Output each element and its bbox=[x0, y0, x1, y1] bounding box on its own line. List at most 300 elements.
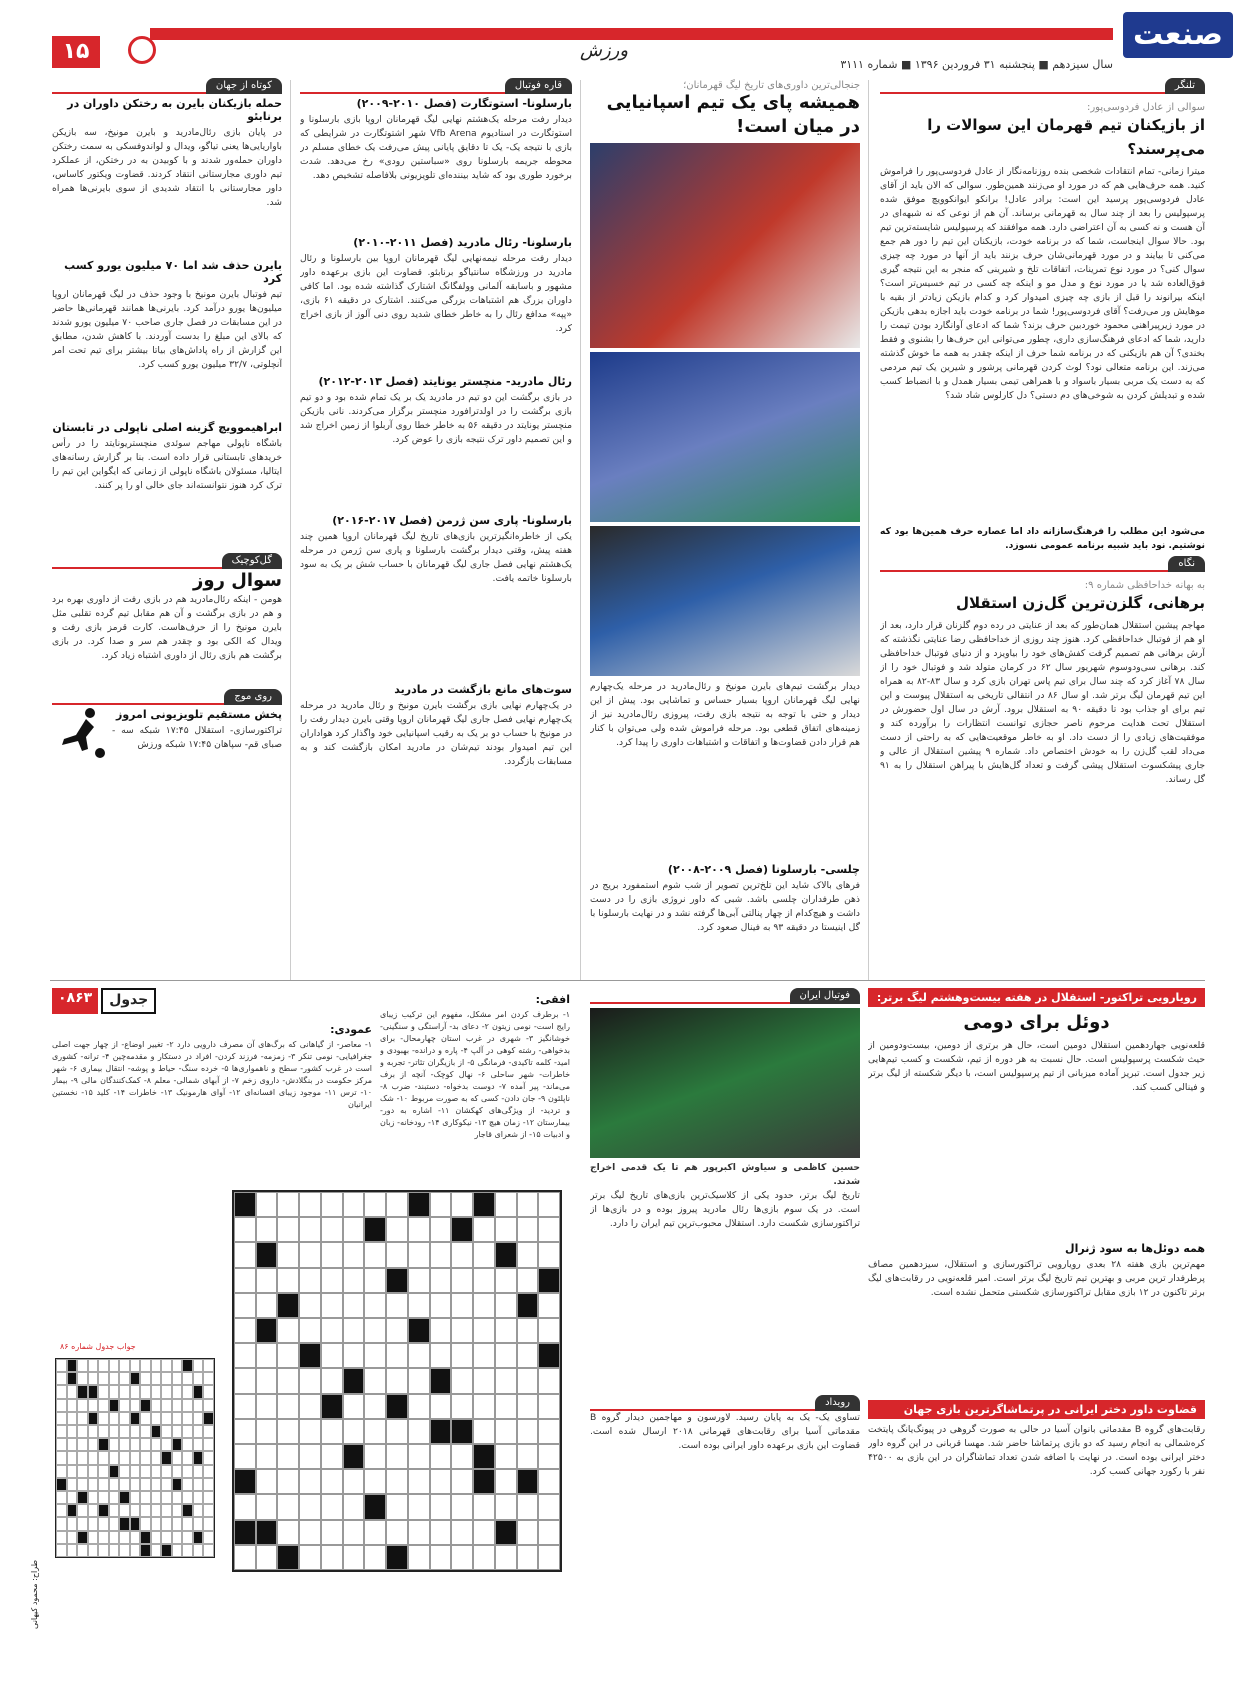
crossword-cell[interactable] bbox=[451, 1368, 473, 1393]
crossword-cell[interactable] bbox=[473, 1494, 495, 1519]
crossword-cell bbox=[193, 1491, 204, 1504]
iran-football-article bbox=[590, 988, 860, 1648]
crossword-cell[interactable] bbox=[364, 1545, 386, 1570]
crossword-cell bbox=[130, 1425, 141, 1438]
crossword-cell bbox=[517, 1469, 539, 1494]
crossword-cell[interactable] bbox=[538, 1520, 560, 1545]
crossword-cell[interactable] bbox=[299, 1394, 321, 1419]
crossword-cell bbox=[182, 1372, 193, 1385]
crossword-cell[interactable] bbox=[430, 1217, 452, 1242]
crossword-cell bbox=[98, 1531, 109, 1544]
crossword-cell[interactable] bbox=[430, 1444, 452, 1469]
crossword-cell[interactable] bbox=[473, 1368, 495, 1393]
crossword-cell[interactable] bbox=[299, 1520, 321, 1545]
crossword-cell[interactable] bbox=[277, 1394, 299, 1419]
crossword-cell[interactable] bbox=[430, 1545, 452, 1570]
crossword-cell[interactable] bbox=[430, 1293, 452, 1318]
crossword-cell[interactable] bbox=[277, 1469, 299, 1494]
crossword-cell[interactable] bbox=[495, 1293, 517, 1318]
crossword-cell bbox=[203, 1425, 214, 1438]
crossword-cell bbox=[386, 1545, 408, 1570]
crossword-cell bbox=[98, 1399, 109, 1412]
crossword-cell[interactable] bbox=[386, 1343, 408, 1368]
crossword-cell[interactable] bbox=[256, 1545, 278, 1570]
crossword-cell[interactable] bbox=[321, 1545, 343, 1570]
crossword-cell[interactable] bbox=[386, 1293, 408, 1318]
crossword-cell[interactable] bbox=[299, 1419, 321, 1444]
crossword-cell bbox=[151, 1412, 162, 1425]
crossword-cell bbox=[88, 1504, 99, 1517]
tv-schedule: تراکتورسازی- استقلال ۱۷:۴۵ شبکه سه - صبای قم- سپاهان ۱۷:۴۵ شبکه ورزش bbox=[112, 725, 282, 750]
crossword-cell[interactable] bbox=[321, 1419, 343, 1444]
article-body: قلعه‌نویی جهاردهمین استقلال دومین است، حال هر برتری از دومین، بیست‌ودومین از حیث شکست پرسپولیس است. حال نسبت به هر دوره از تیم، شکست و کسب تیم‌هایی زیر جدول است. تبریز آماده میزبانی از تیم پرسپولیس است، با دیگر شکسته از لیگ برتر و فینالی کسب کند. bbox=[868, 1040, 1205, 1093]
crossword-cell[interactable] bbox=[299, 1494, 321, 1519]
crossword-cell[interactable] bbox=[517, 1444, 539, 1469]
crossword-cell[interactable] bbox=[234, 1217, 256, 1242]
crossword-cell[interactable] bbox=[517, 1419, 539, 1444]
crossword-cell[interactable] bbox=[408, 1343, 430, 1368]
crossword-cell bbox=[172, 1517, 183, 1530]
crossword-cell[interactable] bbox=[495, 1444, 517, 1469]
crossword-cell[interactable] bbox=[517, 1343, 539, 1368]
tractor-esteghlal-article bbox=[868, 988, 1205, 1388]
crossword-cell[interactable] bbox=[451, 1494, 473, 1519]
crossword-cell[interactable] bbox=[473, 1268, 495, 1293]
crossword-cell[interactable] bbox=[451, 1242, 473, 1267]
crossword-cell[interactable] bbox=[495, 1494, 517, 1519]
crossword-cell bbox=[203, 1517, 214, 1530]
crossword-cell[interactable] bbox=[299, 1242, 321, 1267]
crossword-cell[interactable] bbox=[343, 1520, 365, 1545]
crossword-cell[interactable] bbox=[408, 1217, 430, 1242]
crossword-cell[interactable] bbox=[256, 1394, 278, 1419]
crossword-cell bbox=[88, 1412, 99, 1425]
crossword-cell[interactable] bbox=[277, 1192, 299, 1217]
crossword-cell[interactable] bbox=[473, 1545, 495, 1570]
crossword-cell[interactable] bbox=[321, 1268, 343, 1293]
crossword-cell[interactable] bbox=[256, 1217, 278, 1242]
crossword-cell[interactable] bbox=[473, 1343, 495, 1368]
crossword-cell[interactable] bbox=[256, 1494, 278, 1519]
crossword-cell[interactable] bbox=[321, 1343, 343, 1368]
crossword-cell[interactable] bbox=[234, 1268, 256, 1293]
crossword-cell[interactable] bbox=[256, 1293, 278, 1318]
crossword-cell[interactable] bbox=[256, 1192, 278, 1217]
crossword-cell[interactable] bbox=[299, 1368, 321, 1393]
crossword-cell bbox=[140, 1372, 151, 1385]
crossword-cell[interactable] bbox=[473, 1520, 495, 1545]
crossword-grid[interactable] bbox=[232, 1190, 562, 1572]
crossword-cell[interactable] bbox=[343, 1469, 365, 1494]
crossword-cell[interactable] bbox=[495, 1217, 517, 1242]
crossword-cell[interactable] bbox=[321, 1318, 343, 1343]
crossword-cell[interactable] bbox=[299, 1318, 321, 1343]
crossword-cell[interactable] bbox=[408, 1394, 430, 1419]
crossword-cell[interactable] bbox=[386, 1318, 408, 1343]
crossword-cell[interactable] bbox=[538, 1444, 560, 1469]
crossword-cell[interactable] bbox=[234, 1368, 256, 1393]
crossword-cell bbox=[56, 1359, 67, 1372]
crossword-cell[interactable] bbox=[473, 1419, 495, 1444]
crossword-cell bbox=[172, 1531, 183, 1544]
crossword-cell[interactable] bbox=[495, 1394, 517, 1419]
crossword-cell[interactable] bbox=[343, 1293, 365, 1318]
crossword-cell[interactable] bbox=[408, 1293, 430, 1318]
crossword-cell bbox=[77, 1504, 88, 1517]
crossword-cell[interactable] bbox=[256, 1419, 278, 1444]
crossword-cell[interactable] bbox=[277, 1242, 299, 1267]
crossword-cell bbox=[151, 1544, 162, 1557]
crossword-cell[interactable] bbox=[364, 1293, 386, 1318]
crossword-cell bbox=[256, 1520, 278, 1545]
crossword-cell[interactable] bbox=[321, 1242, 343, 1267]
crossword-cell bbox=[88, 1531, 99, 1544]
crossword-cell[interactable] bbox=[364, 1242, 386, 1267]
crossword-cell[interactable] bbox=[430, 1520, 452, 1545]
crossword-cell[interactable] bbox=[495, 1192, 517, 1217]
crossword-cell bbox=[203, 1412, 214, 1425]
crossword-cell[interactable] bbox=[408, 1368, 430, 1393]
crossword-cell[interactable] bbox=[234, 1293, 256, 1318]
crossword-cell[interactable] bbox=[234, 1545, 256, 1570]
main-headline[interactable]: همیشه پای یک تیم اسپانیایی در میان است! bbox=[606, 92, 860, 137]
crossword-cell bbox=[109, 1451, 120, 1464]
crossword-cell bbox=[182, 1491, 193, 1504]
crossword-cell bbox=[172, 1425, 183, 1438]
masthead bbox=[0, 0, 1253, 80]
crossword-cell[interactable] bbox=[321, 1293, 343, 1318]
crossword-cell[interactable] bbox=[256, 1469, 278, 1494]
crossword-cell bbox=[56, 1491, 67, 1504]
crossword-cell bbox=[88, 1385, 99, 1398]
crossword-cell[interactable] bbox=[408, 1469, 430, 1494]
crossword-cell[interactable] bbox=[495, 1368, 517, 1393]
crossword-cell[interactable] bbox=[321, 1444, 343, 1469]
crossword-cell[interactable] bbox=[451, 1318, 473, 1343]
crossword-cell[interactable] bbox=[430, 1318, 452, 1343]
soccer-ball-icon bbox=[128, 36, 156, 64]
crossword-cell[interactable] bbox=[451, 1343, 473, 1368]
crossword-cell bbox=[130, 1438, 141, 1451]
crossword-cell bbox=[119, 1517, 130, 1530]
crossword-cell[interactable] bbox=[277, 1368, 299, 1393]
crossword-cell[interactable] bbox=[451, 1394, 473, 1419]
crossword-cell bbox=[364, 1494, 386, 1519]
crossword-cell bbox=[98, 1451, 109, 1464]
crossword-cell bbox=[56, 1478, 67, 1491]
crossword-cell[interactable] bbox=[517, 1520, 539, 1545]
crossword-cell bbox=[151, 1491, 162, 1504]
crossword-cell[interactable] bbox=[321, 1217, 343, 1242]
photo-referee-card bbox=[590, 526, 860, 676]
crossword-cell bbox=[161, 1465, 172, 1478]
crossword-cell[interactable] bbox=[538, 1242, 560, 1267]
crossword-cell bbox=[56, 1465, 67, 1478]
crossword-cell[interactable] bbox=[430, 1268, 452, 1293]
crossword-cell[interactable] bbox=[473, 1242, 495, 1267]
crossword-cell bbox=[98, 1438, 109, 1451]
crossword-cell[interactable] bbox=[277, 1444, 299, 1469]
crossword-cell bbox=[277, 1545, 299, 1570]
crossword-cell[interactable] bbox=[451, 1268, 473, 1293]
crossword-cell[interactable] bbox=[451, 1444, 473, 1469]
crossword-cell[interactable] bbox=[517, 1217, 539, 1242]
crossword-cell[interactable] bbox=[234, 1242, 256, 1267]
crossword-cell bbox=[451, 1217, 473, 1242]
crossword-cell[interactable] bbox=[408, 1268, 430, 1293]
crossword-cell[interactable] bbox=[517, 1268, 539, 1293]
crossword-cell[interactable] bbox=[538, 1318, 560, 1343]
crossword-cell[interactable] bbox=[495, 1343, 517, 1368]
crossword-cell[interactable] bbox=[364, 1318, 386, 1343]
crossword-cell[interactable] bbox=[538, 1192, 560, 1217]
crossword-cell bbox=[140, 1451, 151, 1464]
crossword-cell[interactable] bbox=[517, 1545, 539, 1570]
crossword-cell[interactable] bbox=[343, 1217, 365, 1242]
crossword-cell[interactable] bbox=[408, 1419, 430, 1444]
crossword-cell[interactable] bbox=[299, 1293, 321, 1318]
crossword-cell[interactable] bbox=[321, 1368, 343, 1393]
crossword-cell bbox=[193, 1425, 204, 1438]
crossword-cell[interactable] bbox=[538, 1494, 560, 1519]
crossword-cell bbox=[109, 1412, 120, 1425]
crossword-cell bbox=[161, 1491, 172, 1504]
crossword-cell[interactable] bbox=[277, 1268, 299, 1293]
crossword-cell[interactable] bbox=[517, 1368, 539, 1393]
crossword-cell[interactable] bbox=[538, 1368, 560, 1393]
crossword-cell[interactable] bbox=[343, 1343, 365, 1368]
crossword-cell[interactable] bbox=[538, 1293, 560, 1318]
crossword-cell bbox=[77, 1372, 88, 1385]
crossword-cell bbox=[193, 1438, 204, 1451]
crossword-cell[interactable] bbox=[495, 1545, 517, 1570]
crossword-cell[interactable] bbox=[473, 1318, 495, 1343]
crossword-cell[interactable] bbox=[234, 1343, 256, 1368]
crossword-cell bbox=[56, 1385, 67, 1398]
crossword-cell[interactable] bbox=[408, 1545, 430, 1570]
crossword-cell bbox=[67, 1504, 78, 1517]
crossword-cell[interactable] bbox=[343, 1318, 365, 1343]
crossword-cell[interactable] bbox=[473, 1394, 495, 1419]
crossword-cell[interactable] bbox=[321, 1520, 343, 1545]
crossword-cell[interactable] bbox=[538, 1545, 560, 1570]
crossword-cell[interactable] bbox=[408, 1444, 430, 1469]
crossword-cell[interactable] bbox=[299, 1217, 321, 1242]
crossword-cell bbox=[172, 1451, 183, 1464]
crossword-cell[interactable] bbox=[473, 1217, 495, 1242]
crossword-cell[interactable] bbox=[277, 1343, 299, 1368]
crossword-cell bbox=[88, 1465, 99, 1478]
crossword-cell[interactable] bbox=[321, 1192, 343, 1217]
crossword-cell[interactable] bbox=[386, 1368, 408, 1393]
crossword-cell bbox=[77, 1438, 88, 1451]
crossword-cell[interactable] bbox=[408, 1494, 430, 1519]
crossword-cell[interactable] bbox=[430, 1469, 452, 1494]
crossword-cell[interactable] bbox=[299, 1469, 321, 1494]
crossword-cell bbox=[56, 1504, 67, 1517]
crossword-cell[interactable] bbox=[451, 1520, 473, 1545]
crossword-cell[interactable] bbox=[256, 1343, 278, 1368]
crossword-cell[interactable] bbox=[234, 1394, 256, 1419]
crossword-cell bbox=[172, 1385, 183, 1398]
article-body: یکی از خاطره‌انگیزترین بازی‌های تاریخ لیگ قهرمانان اروپا همین چند هفته پیش، وقتی دیدار برگشت بارسلونا و پاری سن ژرمن در مرحله یک‌هشتم نهایی فصل جاری لیگ قهرمانان با حساب شش بر یک به سود بارسلونا خاتمه یافت. bbox=[300, 531, 572, 584]
crossword-cell[interactable] bbox=[517, 1192, 539, 1217]
header-rule bbox=[150, 28, 1113, 40]
crossword-cell[interactable] bbox=[364, 1520, 386, 1545]
crossword-cell[interactable] bbox=[234, 1419, 256, 1444]
crossword-cell bbox=[88, 1425, 99, 1438]
crossword-cell bbox=[182, 1544, 193, 1557]
crossword-cell[interactable] bbox=[343, 1192, 365, 1217]
headline[interactable]: برهانی، گلزن‌ترین گل‌زن استقلال bbox=[955, 594, 1205, 612]
crossword-cell[interactable] bbox=[517, 1318, 539, 1343]
crossword-cell[interactable] bbox=[343, 1494, 365, 1519]
subhead: ابراهیموویچ گزینه اصلی ناپولی در تابستان bbox=[52, 421, 282, 434]
crossword-cell[interactable] bbox=[364, 1444, 386, 1469]
crossword-cell bbox=[56, 1399, 67, 1412]
crossword-cell[interactable] bbox=[299, 1192, 321, 1217]
crossword-cell[interactable] bbox=[451, 1293, 473, 1318]
crossword-cell[interactable] bbox=[234, 1318, 256, 1343]
crossword-cell[interactable] bbox=[386, 1419, 408, 1444]
crossword-cell[interactable] bbox=[343, 1419, 365, 1444]
crossword-cell[interactable] bbox=[451, 1545, 473, 1570]
crossword-cell[interactable] bbox=[408, 1242, 430, 1267]
crossword-cell[interactable] bbox=[277, 1217, 299, 1242]
crossword-cell[interactable] bbox=[408, 1520, 430, 1545]
crossword-cell[interactable] bbox=[451, 1469, 473, 1494]
crossword-cell[interactable] bbox=[256, 1268, 278, 1293]
crossword-cell bbox=[98, 1385, 109, 1398]
crossword-cell[interactable] bbox=[386, 1242, 408, 1267]
crossword-cell[interactable] bbox=[343, 1268, 365, 1293]
crossword-cell[interactable] bbox=[538, 1217, 560, 1242]
crossword-cell bbox=[203, 1544, 214, 1557]
crossword-cell[interactable] bbox=[234, 1444, 256, 1469]
crossword-cell bbox=[343, 1368, 365, 1393]
crossword-cell bbox=[67, 1438, 78, 1451]
crossword-cell[interactable] bbox=[364, 1368, 386, 1393]
crossword-cell[interactable] bbox=[430, 1494, 452, 1519]
crossword-cell bbox=[119, 1385, 130, 1398]
crossword-cell[interactable] bbox=[430, 1394, 452, 1419]
crossword-cell[interactable] bbox=[495, 1268, 517, 1293]
crossword-cell[interactable] bbox=[277, 1318, 299, 1343]
crossword-cell[interactable] bbox=[386, 1520, 408, 1545]
crossword-cell[interactable] bbox=[364, 1469, 386, 1494]
crossword-cell[interactable] bbox=[517, 1394, 539, 1419]
crossword-cell[interactable] bbox=[517, 1494, 539, 1519]
crossword-cell[interactable] bbox=[473, 1293, 495, 1318]
crossword-cell bbox=[151, 1531, 162, 1544]
newspaper-logo[interactable]: صنعت bbox=[1123, 12, 1233, 58]
crossword-cell[interactable] bbox=[538, 1394, 560, 1419]
crossword-cell bbox=[67, 1385, 78, 1398]
crossword-cell bbox=[77, 1491, 88, 1504]
crossword-cell[interactable] bbox=[386, 1192, 408, 1217]
crossword-cell bbox=[182, 1504, 193, 1517]
crossword-cell[interactable] bbox=[364, 1268, 386, 1293]
crossword-cell[interactable] bbox=[451, 1192, 473, 1217]
crossword-cell[interactable] bbox=[299, 1444, 321, 1469]
crossword-cell[interactable] bbox=[277, 1419, 299, 1444]
crossword-cell bbox=[109, 1504, 120, 1517]
headline[interactable]: دوئل برای دومی bbox=[963, 1012, 1110, 1033]
crossword-cell[interactable] bbox=[256, 1368, 278, 1393]
crossword-cell bbox=[77, 1465, 88, 1478]
crossword-cell[interactable] bbox=[386, 1217, 408, 1242]
crossword-cell[interactable] bbox=[386, 1494, 408, 1519]
crossword-cell[interactable] bbox=[430, 1192, 452, 1217]
crossword-cell[interactable] bbox=[364, 1394, 386, 1419]
designer-credit: طراح: محمود کیهانی bbox=[30, 1560, 39, 1629]
crossword-cell bbox=[109, 1438, 120, 1451]
crossword-number: ۰۸۶۳ bbox=[52, 988, 98, 1014]
crossword-cell[interactable] bbox=[343, 1394, 365, 1419]
crossword-cell[interactable] bbox=[299, 1545, 321, 1570]
crossword-cell bbox=[172, 1478, 183, 1491]
crossword-cell bbox=[56, 1517, 67, 1530]
photo-caption: حسین کاظمی و سیاوش اکبرپور هم تا یک قدمی اخراج شدند. bbox=[590, 1162, 860, 1187]
crossword-cell bbox=[88, 1478, 99, 1491]
crossword-cell bbox=[151, 1385, 162, 1398]
crossword-cell bbox=[151, 1478, 162, 1491]
crossword-cell[interactable] bbox=[343, 1242, 365, 1267]
crossword-cell[interactable] bbox=[517, 1242, 539, 1267]
question-of-day-title[interactable]: سوال روز bbox=[193, 570, 282, 591]
feature-article bbox=[880, 556, 1205, 976]
crossword-cell[interactable] bbox=[495, 1419, 517, 1444]
crossword-cell bbox=[203, 1504, 214, 1517]
crossword-cell[interactable] bbox=[430, 1242, 452, 1267]
crossword-cell[interactable] bbox=[386, 1444, 408, 1469]
crossword-cell[interactable] bbox=[538, 1419, 560, 1444]
crossword-cell[interactable] bbox=[538, 1469, 560, 1494]
subhead: بارسلونا- استوتگارت (فصل ۲۰۱۰-۲۰۰۹) bbox=[356, 97, 572, 110]
crossword-cell[interactable] bbox=[495, 1469, 517, 1494]
crossword-cell bbox=[67, 1544, 78, 1557]
crossword-cell[interactable] bbox=[277, 1520, 299, 1545]
crossword-cell bbox=[161, 1412, 172, 1425]
crossword-cell[interactable] bbox=[364, 1343, 386, 1368]
crossword-cell[interactable] bbox=[386, 1469, 408, 1494]
crossword-cell[interactable] bbox=[343, 1545, 365, 1570]
crossword-cell[interactable] bbox=[364, 1192, 386, 1217]
crossword-cell[interactable] bbox=[495, 1318, 517, 1343]
crossword-cell[interactable] bbox=[277, 1494, 299, 1519]
crossword-cell[interactable] bbox=[234, 1494, 256, 1519]
crossword-cell bbox=[77, 1425, 88, 1438]
subhead: رئال مادرید- منچستر یونایتد (فصل ۲۰۱۳-۲۰۱۲) bbox=[318, 375, 572, 388]
crossword-cell[interactable] bbox=[364, 1419, 386, 1444]
headline[interactable]: قضاوت داور دختر ایرانی در پرتماشاگرترین بازی جهان bbox=[868, 1400, 1205, 1419]
crossword-cell bbox=[140, 1425, 151, 1438]
crossword-cell[interactable] bbox=[321, 1469, 343, 1494]
crossword-cell[interactable] bbox=[321, 1494, 343, 1519]
crossword-cell bbox=[473, 1444, 495, 1469]
section-tag: گل‌کوچیک bbox=[222, 553, 282, 569]
crossword-cell bbox=[109, 1385, 120, 1398]
headline[interactable]: از بازیکنان تیم قهرمان این سوالات را می‌پرسند؟ bbox=[927, 116, 1205, 158]
crossword-cell bbox=[172, 1465, 183, 1478]
crossword-cell bbox=[140, 1465, 151, 1478]
crossword-cell[interactable] bbox=[299, 1268, 321, 1293]
crossword-cell bbox=[151, 1359, 162, 1372]
crossword-cell bbox=[77, 1451, 88, 1464]
crossword-cell[interactable] bbox=[256, 1444, 278, 1469]
crossword-cell[interactable] bbox=[430, 1343, 452, 1368]
crossword-cell bbox=[172, 1412, 183, 1425]
